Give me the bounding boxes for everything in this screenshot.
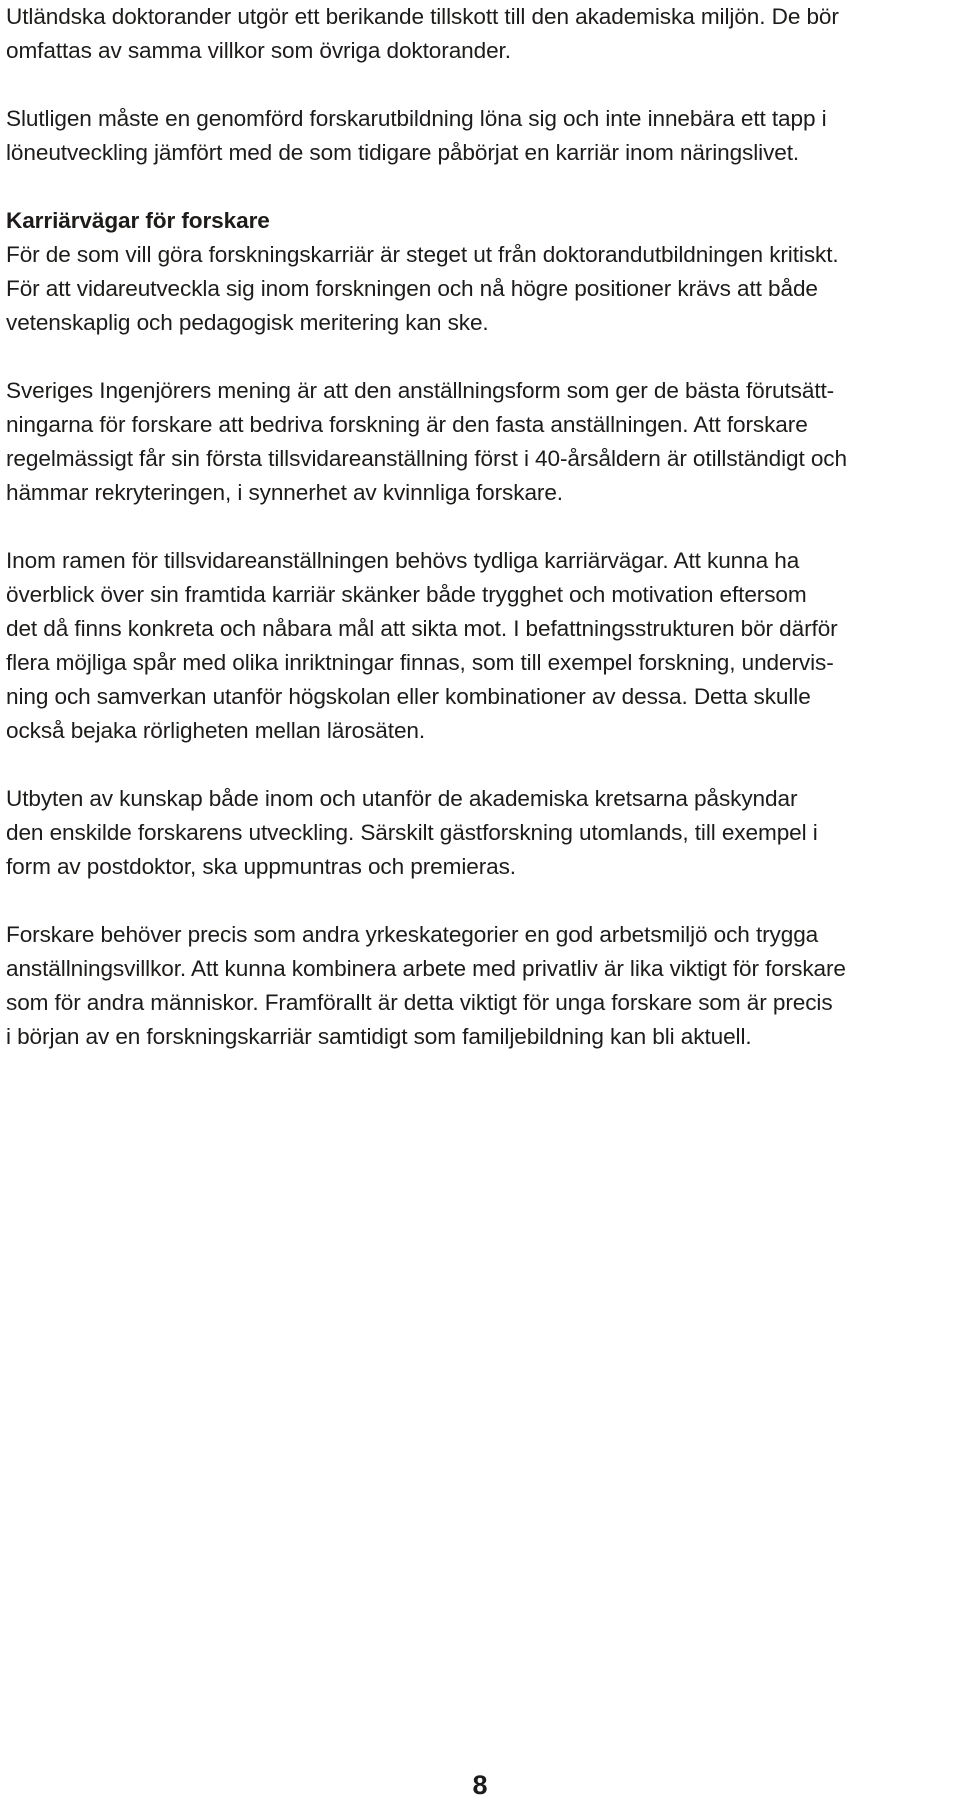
paragraph-gap bbox=[6, 884, 960, 918]
text-line: också bejaka rörligheten mellan lärosäten. bbox=[6, 718, 426, 743]
text-line: flera möjliga spår med olika inriktningar finnas, som till exempel forskning, undervis- bbox=[6, 650, 834, 675]
text-line: regelmässigt får sin första tillsvidareanställning först i 40-årsåldern är otillständigt och bbox=[6, 446, 847, 471]
text-line: Forskare behöver precis som andra yrkeskategorier en god arbetsmiljö och trygga bbox=[6, 922, 819, 947]
section-paragraph-3 bbox=[6, 544, 960, 748]
section-karriarvagar bbox=[6, 204, 960, 1054]
text-line: överblick över sin framtida karriär skänker både trygghet och motivation eftersom bbox=[6, 582, 807, 607]
text-line: Sveriges Ingenjörers mening är att den anställningsform som ger de bästa förutsätt- bbox=[6, 378, 835, 403]
text-line: anställningsvillkor. Att kunna kombinera arbete med privatliv är lika viktigt för forskare bbox=[6, 956, 846, 981]
text-line: ning och samverkan utanför högskolan eller kombinationer av dessa. Detta skulle bbox=[6, 684, 811, 709]
section-paragraph-1 bbox=[6, 238, 960, 340]
text-line: För de som vill göra forskningskarriär är steget ut från doktorandutbildningen kritiskt. bbox=[6, 242, 839, 267]
text-line: omfattas av samma villkor som övriga doktorander. bbox=[6, 38, 511, 63]
section-paragraph-5 bbox=[6, 918, 960, 1054]
text-line: form av postdoktor, ska uppmuntras och premieras. bbox=[6, 854, 516, 879]
section-paragraph-4 bbox=[6, 782, 960, 884]
text-line: i början av en forskningskarriär samtidigt som familjebildning kan bli aktuell. bbox=[6, 1024, 752, 1049]
text-line: Inom ramen för tillsvidareanställningen behövs tydliga karriärvägar. Att kunna ha bbox=[6, 548, 800, 573]
paragraph-gap bbox=[6, 510, 960, 544]
text-line: Utbyten av kunskap både inom och utanför de akademiska kretsarna påskyndar bbox=[6, 786, 798, 811]
text-line: vetenskaplig och pedagogisk meritering kan ske. bbox=[6, 310, 489, 335]
text-line: Slutligen måste en genomförd forskarutbildning löna sig och inte innebära ett tapp i bbox=[6, 106, 827, 131]
section-paragraph-2 bbox=[6, 374, 960, 510]
text-line: det då finns konkreta och nåbara mål att sikta mot. I befattningsstrukturen bör därför bbox=[6, 616, 838, 641]
paragraph-gap bbox=[6, 748, 960, 782]
document-page bbox=[6, 0, 960, 1054]
text-line: som för andra människor. Framförallt är detta viktigt för unga forskare som är precis bbox=[6, 990, 833, 1015]
page-number: 8 bbox=[472, 1770, 488, 1800]
text-line: hämmar rekryteringen, i synnerhet av kvinnliga forskare. bbox=[6, 480, 563, 505]
paragraph-intro-1 bbox=[6, 0, 960, 68]
text-line: den enskilde forskarens utveckling. Särskilt gästforskning utomlands, till exempel i bbox=[6, 820, 818, 845]
paragraph-intro-2 bbox=[6, 102, 960, 170]
paragraph-gap bbox=[6, 340, 960, 374]
text-line: Utländska doktorander utgör ett berikande tillskott till den akademiska miljön. De bör bbox=[6, 4, 839, 29]
text-line: För att vidareutveckla sig inom forskningen och nå högre positioner krävs att både bbox=[6, 276, 818, 301]
paragraph-gap bbox=[6, 68, 960, 102]
section-heading: Karriärvägar för forskare bbox=[6, 208, 270, 233]
paragraph-gap bbox=[6, 170, 960, 204]
text-line: ningarna för forskare att bedriva forskning är den fasta anställningen. Att forskare bbox=[6, 412, 808, 437]
text-line: löneutveckling jämfört med de som tidigare påbörjat en karriär inom näringslivet. bbox=[6, 140, 800, 165]
